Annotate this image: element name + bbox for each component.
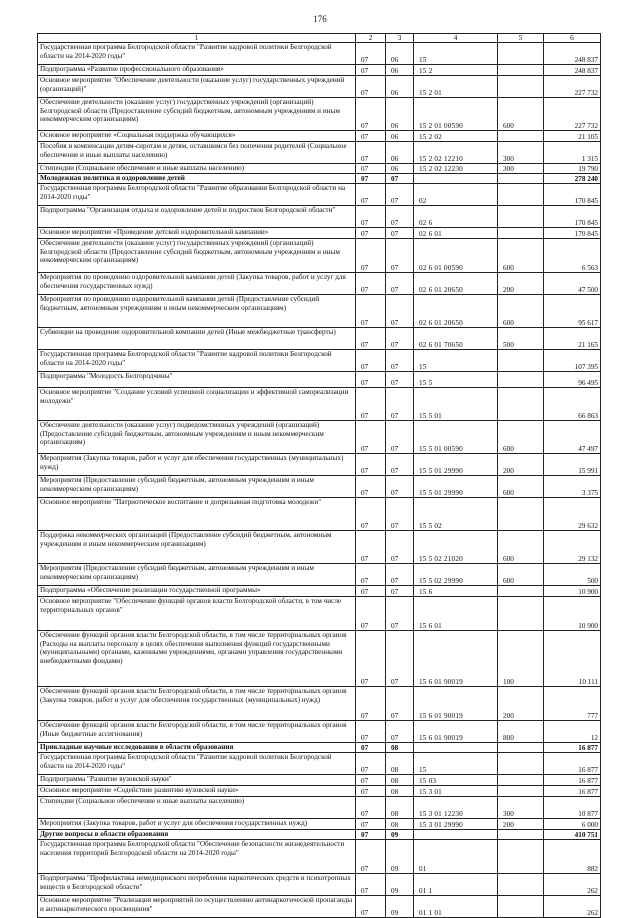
target-article-code: 01 1 01 [414, 896, 498, 918]
table-row [38, 76, 601, 98]
target-article-code: 15 6 [414, 586, 498, 597]
section-code: 07 [356, 388, 386, 421]
section-code: 07 [356, 819, 386, 830]
budget-item-name: Другие вопросы в области образования [38, 830, 356, 840]
column-number: 2 [356, 34, 386, 43]
budget-item-name: Мероприятия (Предоставление субсидий бюджетным, автономным учреждениям и иным некоммерческим организациям) [38, 476, 356, 498]
target-article-code: 15 3 01 29990 [414, 819, 498, 830]
amount: 95 617 [544, 295, 601, 328]
section-code: 07 [356, 687, 386, 721]
subsection-code: 07 [386, 273, 414, 295]
expense-type-code: 500 [498, 328, 544, 350]
budget-item-name: Подпрограмма «Развитие профессионального образования» [38, 65, 356, 76]
amount: 248 837 [544, 65, 601, 76]
subsection-code: 07 [386, 295, 414, 328]
target-article-code: 15 [414, 753, 498, 775]
table-row [38, 631, 601, 687]
budget-table-body [38, 34, 601, 918]
expense-type-code: 200 [498, 819, 544, 830]
section-code: 07 [356, 295, 386, 328]
section-code: 07 [356, 184, 386, 206]
subsection-code: 07 [386, 388, 414, 421]
subsection-code: 09 [386, 874, 414, 896]
expense-type-code [498, 65, 544, 76]
amount: 29 632 [544, 498, 601, 531]
expense-type-code: 600 [498, 98, 544, 131]
section-code: 07 [356, 721, 386, 743]
target-article-code: 15 5 01 [414, 388, 498, 421]
subsection-code: 06 [386, 98, 414, 131]
expense-type-code: 600 [498, 295, 544, 328]
subsection-code: 07 [386, 372, 414, 388]
subsection-code: 06 [386, 65, 414, 76]
section-code: 07 [356, 98, 386, 131]
table-row [38, 98, 601, 131]
section-code: 07 [356, 239, 386, 273]
expense-type-code [498, 174, 544, 184]
target-article-code: 15 2 02 [414, 131, 498, 142]
amount: 1 315 [544, 142, 601, 164]
target-article-code: 15 5 01 29990 [414, 454, 498, 476]
expense-type-code [498, 206, 544, 228]
expense-type-code [498, 753, 544, 775]
section-code: 07 [356, 830, 386, 840]
amount: 10 877 [544, 797, 601, 819]
section-code: 07 [356, 896, 386, 918]
amount: 12 [544, 721, 601, 743]
target-article-code: 15 5 02 29990 [414, 564, 498, 586]
table-row [38, 531, 601, 564]
column-number: 1 [38, 34, 356, 43]
budget-item-name: Стипендии (Социальное обеспечение и иные выплаты населению) [38, 797, 356, 819]
expense-type-code: 600 [498, 239, 544, 273]
budget-item-name: Субвенции на проведение оздоровительной компании детей (Иные межбюджетные трансферты) [38, 328, 356, 350]
subsection-code: 07 [386, 564, 414, 586]
target-article-code: 15 2 01 [414, 76, 498, 98]
target-article-code: 15 2 [414, 65, 498, 76]
target-article-code: 01 [414, 840, 498, 874]
budget-item-name: Обеспечение деятельности (оказание услуг) государственных учреждений (организаций) Белгородской области (Предоставление субсидий бюджетным, автономным учреждениям и иным некоммерческим организациям) [38, 98, 356, 131]
expense-type-code [498, 498, 544, 531]
amount: 47 500 [544, 273, 601, 295]
table-row [38, 896, 601, 918]
section-code: 07 [356, 164, 386, 174]
target-article-code: 02 6 01 70650 [414, 328, 498, 350]
amount: 3 375 [544, 476, 601, 498]
expense-type-code: 200 [498, 454, 544, 476]
table-row [38, 786, 601, 797]
amount: 107 395 [544, 350, 601, 372]
page-number: 176 [313, 14, 327, 24]
expense-type-code: 600 [498, 421, 544, 454]
table-row [38, 797, 601, 819]
section-code: 07 [356, 531, 386, 564]
subsection-code: 07 [386, 454, 414, 476]
budget-item-name: Мероприятия (Предоставление субсидий бюджетным, автономным учреждениям и иным некоммерческим организациям) [38, 564, 356, 586]
subsection-code: 06 [386, 164, 414, 174]
table-row [38, 184, 601, 206]
table-row [38, 498, 601, 531]
section-code: 07 [356, 206, 386, 228]
table-row [38, 874, 601, 896]
amount: 248 837 [544, 43, 601, 65]
amount: 882 [544, 840, 601, 874]
subsection-code: 08 [386, 786, 414, 797]
subsection-code: 08 [386, 775, 414, 786]
budget-item-name: Обеспечение функций органов власти Белгородской области, в том числе территориальных органов (Закупка товаров, работ и услуг для обеспечения государственных (муниципальных) нужд) [38, 687, 356, 721]
target-article-code: 02 6 01 20650 [414, 295, 498, 328]
subsection-code: 07 [386, 184, 414, 206]
amount: 170 845 [544, 206, 601, 228]
expense-type-code: 200 [498, 273, 544, 295]
subsection-code: 07 [386, 531, 414, 564]
expense-type-code [498, 76, 544, 98]
amount: 21 165 [544, 328, 601, 350]
budget-item-name: Подпрограмма "Развитие вузовской науки" [38, 775, 356, 786]
budget-item-name: Мероприятия (Закупка товаров, работ и услуг для обеспечения государственных нужд) [38, 819, 356, 830]
section-code: 07 [356, 350, 386, 372]
table-row [38, 840, 601, 874]
expense-type-code [498, 43, 544, 65]
section-code: 07 [356, 273, 386, 295]
subsection-code: 06 [386, 142, 414, 164]
target-article-code: 15 [414, 350, 498, 372]
budget-item-name: Поддержка некоммерческих организаций (Предоставление субсидий бюджетным, автономным учреждениям и иным некоммерческим организациям) [38, 531, 356, 564]
amount: 170 845 [544, 228, 601, 239]
amount: 16 877 [544, 753, 601, 775]
budget-item-name: Обеспечение функций органов власти Белгородской области, в том числе территориальных органов (Иные бюджетные ассигнования) [38, 721, 356, 743]
column-number: 5 [498, 34, 544, 43]
section-code: 07 [356, 775, 386, 786]
subsection-code: 07 [386, 498, 414, 531]
amount: 777 [544, 687, 601, 721]
target-article-code: 15 6 01 [414, 597, 498, 631]
table-row [38, 295, 601, 328]
expense-type-code [498, 388, 544, 421]
column-number: 3 [386, 34, 414, 43]
section-code: 07 [356, 498, 386, 531]
subsection-code: 08 [386, 753, 414, 775]
subsection-code: 07 [386, 228, 414, 239]
expense-type-code: 300 [498, 797, 544, 819]
target-article-code: 02 6 [414, 206, 498, 228]
table-row [38, 819, 601, 830]
amount: 21 105 [544, 131, 601, 142]
target-article-code: 15 3 01 12230 [414, 797, 498, 819]
budget-item-name: Подпрограмма "Молодость Белгородчины" [38, 372, 356, 388]
table-row [38, 597, 601, 631]
amount: 16 877 [544, 775, 601, 786]
section-code: 07 [356, 797, 386, 819]
budget-item-name: Прикладные научные исследования в области образования [38, 743, 356, 753]
subsection-code: 07 [386, 174, 414, 184]
table-row [38, 687, 601, 721]
amount: 410 751 [544, 830, 601, 840]
subsection-code: 07 [386, 328, 414, 350]
subsection-code: 08 [386, 743, 414, 753]
section-code: 07 [356, 142, 386, 164]
table-row [38, 142, 601, 164]
expense-type-code [498, 184, 544, 206]
subsection-code: 06 [386, 76, 414, 98]
expense-type-code [498, 372, 544, 388]
subsection-code: 09 [386, 840, 414, 874]
subsection-code: 07 [386, 421, 414, 454]
budget-item-name: Государственная программа Белгородской области "Развитие кадровой политики Белгородской области на 2014-2020 годы" [38, 350, 356, 372]
expense-type-code [498, 874, 544, 896]
section-total-row [38, 174, 601, 184]
target-article-code: 15 6 01 90019 [414, 721, 498, 743]
amount: 15 991 [544, 454, 601, 476]
target-article-code: 15 3 01 [414, 786, 498, 797]
table-row [38, 273, 601, 295]
target-article-code: 15 6 01 90019 [414, 687, 498, 721]
section-code: 07 [356, 786, 386, 797]
budget-item-name: Основное мероприятие «Проведение детской оздоровительной кампании» [38, 228, 356, 239]
expense-type-code: 600 [498, 476, 544, 498]
amount: 227 732 [544, 76, 601, 98]
budget-item-name: Государственная программа Белгородской области "Обеспечение безопасности жизнедеятельности населения территорий Белгородской области на 2014-2020 годы" [38, 840, 356, 874]
amount: 16 877 [544, 743, 601, 753]
section-code: 07 [356, 874, 386, 896]
subsection-code: 06 [386, 131, 414, 142]
target-article-code: 15 03 [414, 775, 498, 786]
column-number: 4 [414, 34, 498, 43]
section-code: 07 [356, 174, 386, 184]
subsection-code: 07 [386, 631, 414, 687]
target-article-code: 02 [414, 184, 498, 206]
target-article-code: 15 5 01 00590 [414, 421, 498, 454]
budget-item-name: Подпрограмма "Организация отдыха и оздоровление детей и подростков Белгородской области" [38, 206, 356, 228]
table-row [38, 131, 601, 142]
subsection-code: 09 [386, 830, 414, 840]
expense-type-code [498, 228, 544, 239]
table-row [38, 350, 601, 372]
budget-item-name: Государственная программа Белгородской области "Развитие образования Белгородской области на 2014-2020 годы" [38, 184, 356, 206]
expense-type-code [498, 743, 544, 753]
target-article-code: 01 1 [414, 874, 498, 896]
section-code: 07 [356, 131, 386, 142]
table-row [38, 721, 601, 743]
target-article-code: 02 6 01 00590 [414, 239, 498, 273]
amount: 10 111 [544, 631, 601, 687]
amount: 10 900 [544, 597, 601, 631]
section-code: 07 [356, 743, 386, 753]
expense-type-code [498, 131, 544, 142]
table-row [38, 228, 601, 239]
expense-type-code: 300 [498, 142, 544, 164]
subsection-code: 06 [386, 43, 414, 65]
budget-item-name: Мероприятия (Закупка товаров, работ и услуг для обеспечения государственных (муниципальных) нужд) [38, 454, 356, 476]
table-row [38, 775, 601, 786]
section-code: 07 [356, 372, 386, 388]
subsection-code: 08 [386, 797, 414, 819]
target-article-code: 15 5 02 21020 [414, 531, 498, 564]
budget-item-name: Государственная программа Белгородской области "Развитие кадровой политики Белгородской области на 2014-2020 годы" [38, 43, 356, 65]
amount: 16 877 [544, 786, 601, 797]
section-total-row [38, 830, 601, 840]
section-code: 07 [356, 753, 386, 775]
amount: 10 900 [544, 586, 601, 597]
target-article-code: 15 5 01 29990 [414, 476, 498, 498]
subsection-code: 07 [386, 721, 414, 743]
section-total-row [38, 743, 601, 753]
budget-item-name: Обеспечение деятельности (оказание услуг) государственных учреждений (организаций) Белгородской области (Предоставление субсидий бюджетным, автономным учреждениям и иным некоммерческим организациям) [38, 239, 356, 273]
amount: 6 000 [544, 819, 601, 830]
table-row [38, 388, 601, 421]
subsection-code: 07 [386, 239, 414, 273]
section-code: 07 [356, 76, 386, 98]
budget-item-name: Молодежная политика и оздоровление детей [38, 174, 356, 184]
table-row [38, 586, 601, 597]
expense-type-code [498, 597, 544, 631]
expense-type-code: 300 [498, 164, 544, 174]
section-code: 07 [356, 476, 386, 498]
amount: 262 [544, 896, 601, 918]
budget-item-name: Мероприятия по проведению оздоровительной кампании детей (Предоставление субсидий бюджетным, автономным учреждениям и иным некоммерческим организациям) [38, 295, 356, 328]
target-article-code [414, 830, 498, 840]
budget-item-name: Основное мероприятие "Патриотическое воспитание и допризывная подготовка молодежи" [38, 498, 356, 531]
amount: 6 563 [544, 239, 601, 273]
expense-type-code: 600 [498, 531, 544, 564]
amount: 47 497 [544, 421, 601, 454]
column-number-row [38, 34, 601, 43]
section-code: 07 [356, 43, 386, 65]
expense-type-code [498, 350, 544, 372]
section-code: 07 [356, 328, 386, 350]
amount: 500 [544, 564, 601, 586]
section-code: 07 [356, 228, 386, 239]
budget-item-name: Основное мероприятие «Социальная поддержка обучающихся» [38, 131, 356, 142]
table-row [38, 454, 601, 476]
budget-item-name: Пособия и компенсации детям-сиротам и детям, оставшимся без попечения родителей (Социальное обеспечение и иные выплаты населению) [38, 142, 356, 164]
amount: 19 790 [544, 164, 601, 174]
table-row [38, 164, 601, 174]
target-article-code: 15 5 [414, 372, 498, 388]
budget-item-name: Обеспечение функций органов власти Белгородской области, в том числе территориальных органов (Расходы на выплаты персоналу в целях обеспечения выполнения функций государственными (муниципальными) органами, казенными учреждениями, органами управления государственными внебюджетными фондами) [38, 631, 356, 687]
subsection-code: 07 [386, 597, 414, 631]
table-row [38, 328, 601, 350]
amount: 227 732 [544, 98, 601, 131]
expense-type-code: 100 [498, 631, 544, 687]
section-code: 07 [356, 421, 386, 454]
amount: 170 845 [544, 184, 601, 206]
budget-item-name: Государственная программа Белгородской области "Развитие кадровой политики Белгородской области на 2014-2020 годы" [38, 753, 356, 775]
section-code: 07 [356, 65, 386, 76]
subsection-code: 07 [386, 350, 414, 372]
section-code: 07 [356, 564, 386, 586]
budget-item-name: Основное мероприятие «Содействие развитию вузовской науки» [38, 786, 356, 797]
target-article-code: 02 6 01 20650 [414, 273, 498, 295]
section-code: 07 [356, 586, 386, 597]
table-row [38, 564, 601, 586]
subsection-code: 08 [386, 819, 414, 830]
target-article-code: 15 6 01 90019 [414, 631, 498, 687]
expense-type-code: 600 [498, 564, 544, 586]
subsection-code: 07 [386, 687, 414, 721]
subsection-code: 07 [386, 206, 414, 228]
subsection-code: 09 [386, 896, 414, 918]
table-row [38, 476, 601, 498]
target-article-code: 15 [414, 43, 498, 65]
target-article-code: 15 2 02 12230 [414, 164, 498, 174]
table-row [38, 372, 601, 388]
expense-type-code [498, 586, 544, 597]
budget-item-name: Стипендии (Социальное обеспечение и иные выплаты населению) [38, 164, 356, 174]
amount: 96 495 [544, 372, 601, 388]
table-row [38, 65, 601, 76]
table-row [38, 421, 601, 454]
subsection-code: 07 [386, 476, 414, 498]
amount: 29 132 [544, 531, 601, 564]
section-code: 07 [356, 454, 386, 476]
table-row [38, 43, 601, 65]
table-row [38, 206, 601, 228]
expense-type-code [498, 896, 544, 918]
target-article-code: 02 6 01 [414, 228, 498, 239]
section-code: 07 [356, 840, 386, 874]
budget-item-name: Обеспечение деятельности (оказание услуг) подведомственных учреждений (организаций) (Предоставление субсидий бюджетным, автономным учреждениям и иным некоммерческим организациям) [38, 421, 356, 454]
target-article-code: 15 5 02 [414, 498, 498, 531]
budget-item-name: Подпрограмма "Профилактика немедицинского потребления наркотических средств и психотропных веществ в Белгородской области" [38, 874, 356, 896]
expense-type-code [498, 830, 544, 840]
target-article-code [414, 174, 498, 184]
budget-table [37, 33, 601, 918]
budget-item-name: Мероприятия по проведению оздоровительной кампании детей (Закупка товаров, работ и услуг для обеспечения государственных нужд) [38, 273, 356, 295]
section-code: 07 [356, 631, 386, 687]
budget-item-name: Подпрограмма «Обеспечение реализации государственной программы» [38, 586, 356, 597]
amount: 278 240 [544, 174, 601, 184]
expense-type-code: 800 [498, 721, 544, 743]
budget-item-name: Основное мероприятие "Реализация мероприятий по осуществлению антинаркотической пропаганды и антинаркотического просвещения" [38, 896, 356, 918]
subsection-code: 07 [386, 586, 414, 597]
budget-item-name: Основное мероприятие "Создание условий успешной социализации и эффективной самореализации молодежи" [38, 388, 356, 421]
target-article-code: 15 2 02 12210 [414, 142, 498, 164]
budget-item-name: Основное мероприятие "Обеспечение функций органов власти Белгородской области, в том числе территориальных органов" [38, 597, 356, 631]
expense-type-code [498, 775, 544, 786]
expense-type-code [498, 786, 544, 797]
section-code: 07 [356, 597, 386, 631]
target-article-code: 15 2 01 00590 [414, 98, 498, 131]
target-article-code [414, 743, 498, 753]
expense-type-code [498, 840, 544, 874]
amount: 262 [544, 874, 601, 896]
expense-type-code: 200 [498, 687, 544, 721]
amount: 66 863 [544, 388, 601, 421]
column-number: 6 [544, 34, 601, 43]
budget-item-name: Основное мероприятие "Обеспечение деятельности (оказание услуг) государственных учреждений (организаций)" [38, 76, 356, 98]
table-row [38, 239, 601, 273]
table-row [38, 753, 601, 775]
